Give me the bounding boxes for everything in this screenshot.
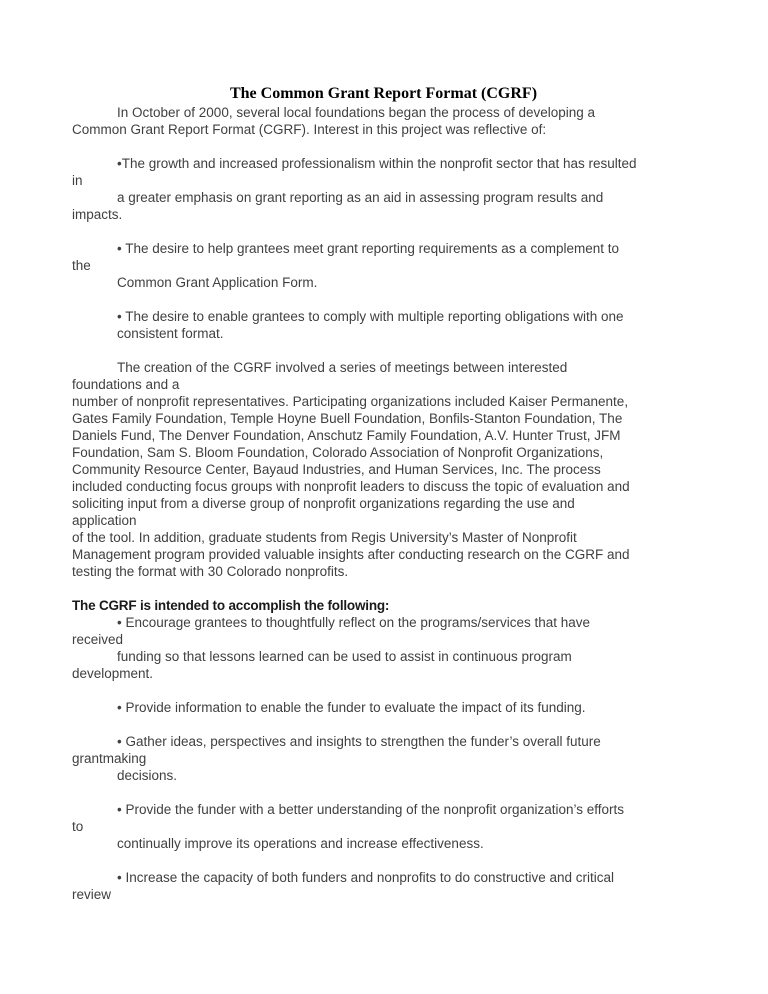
text-line: to bbox=[72, 819, 84, 834]
text-line: soliciting input from a diverse group of nonprofit organizations regarding the use and bbox=[72, 496, 575, 511]
text-line: impacts. bbox=[72, 207, 123, 222]
text-line: number of nonprofit representatives. Participating organizations included Kaiser Permanente, bbox=[72, 394, 629, 409]
text-line: Gates Family Foundation, Temple Hoyne Buell Foundation, Bonfils-Stanton Foundation, The bbox=[72, 411, 623, 426]
text-line: a greater emphasis on grant reporting as an aid in assessing program results and bbox=[117, 190, 604, 205]
text-line: • Encourage grantees to thoughtfully reflect on the programs/services that have bbox=[117, 615, 590, 630]
text-line: Common Grant Report Format (CGRF). Interest in this project was reflective of: bbox=[72, 122, 547, 137]
text-line: application bbox=[72, 513, 137, 528]
blank-line bbox=[72, 342, 695, 359]
text-line: Common Grant Application Form. bbox=[117, 275, 318, 290]
blank-line bbox=[72, 716, 695, 733]
text-line: Management program provided valuable insights after conducting research on the CGRF and bbox=[72, 547, 630, 562]
text-line: decisions. bbox=[117, 768, 178, 783]
text-line: Foundation, Sam S. Bloom Foundation, Colorado Association of Nonprofit Organizations, bbox=[72, 445, 604, 460]
blank-line bbox=[72, 291, 695, 308]
text-line: funding so that lessons learned can be used to assist in continuous program bbox=[117, 649, 572, 664]
text-line: included conducting focus groups with nonprofit leaders to discuss the topic of evaluation and bbox=[72, 479, 630, 494]
text-line: • Increase the capacity of both funders and nonprofits to do constructive and critical bbox=[117, 870, 615, 885]
text-line: of the tool. In addition, graduate students from Regis University’s Master of Nonprofit bbox=[72, 530, 577, 545]
text-line: grantmaking bbox=[72, 751, 147, 766]
text-line: testing the format with 30 Colorado nonprofits. bbox=[72, 564, 349, 579]
blank-line bbox=[72, 784, 695, 801]
text-line: • The desire to help grantees meet grant reporting requirements as a complement to bbox=[117, 241, 619, 256]
document-body bbox=[72, 104, 695, 903]
text-line: review bbox=[72, 887, 112, 902]
text-line: development. bbox=[72, 666, 154, 681]
text-line: Daniels Fund, The Denver Foundation, Anschutz Family Foundation, A.V. Hunter Trust, JFM bbox=[72, 428, 621, 443]
text-line: the bbox=[72, 258, 91, 273]
blank-line bbox=[72, 138, 695, 155]
text-line: received bbox=[72, 632, 124, 647]
text-line: • Provide the funder with a better understanding of the nonprofit organization’s efforts bbox=[117, 802, 625, 817]
blank-line bbox=[72, 682, 695, 699]
text-line: continually improve its operations and increase effectiveness. bbox=[117, 836, 484, 851]
blank-line bbox=[72, 223, 695, 240]
blank-line bbox=[72, 852, 695, 869]
text-line: In October of 2000, several local foundations began the process of developing a bbox=[117, 105, 596, 120]
text-line: foundations and a bbox=[72, 377, 180, 392]
blank-line bbox=[72, 580, 695, 597]
text-line: in bbox=[72, 173, 83, 188]
section-heading: The CGRF is intended to accomplish the following: bbox=[72, 598, 390, 613]
text-line: • The desire to enable grantees to comply with multiple reporting obligations with one bbox=[117, 309, 624, 324]
text-line: Community Resource Center, Bayaud Industries, and Human Services, Inc. The process bbox=[72, 462, 601, 477]
text-line: • Provide information to enable the funder to evaluate the impact of its funding. bbox=[117, 700, 586, 715]
document-title: The Common Grant Report Format (CGRF) bbox=[229, 85, 538, 102]
text-line: •The growth and increased professionalism within the nonprofit sector that has resulted bbox=[117, 156, 637, 171]
text-line: • Gather ideas, perspectives and insights to strengthen the funder’s overall future bbox=[117, 734, 601, 749]
text-line: consistent format. bbox=[117, 326, 224, 341]
text-line: The creation of the CGRF involved a series of meetings between interested bbox=[117, 360, 568, 375]
